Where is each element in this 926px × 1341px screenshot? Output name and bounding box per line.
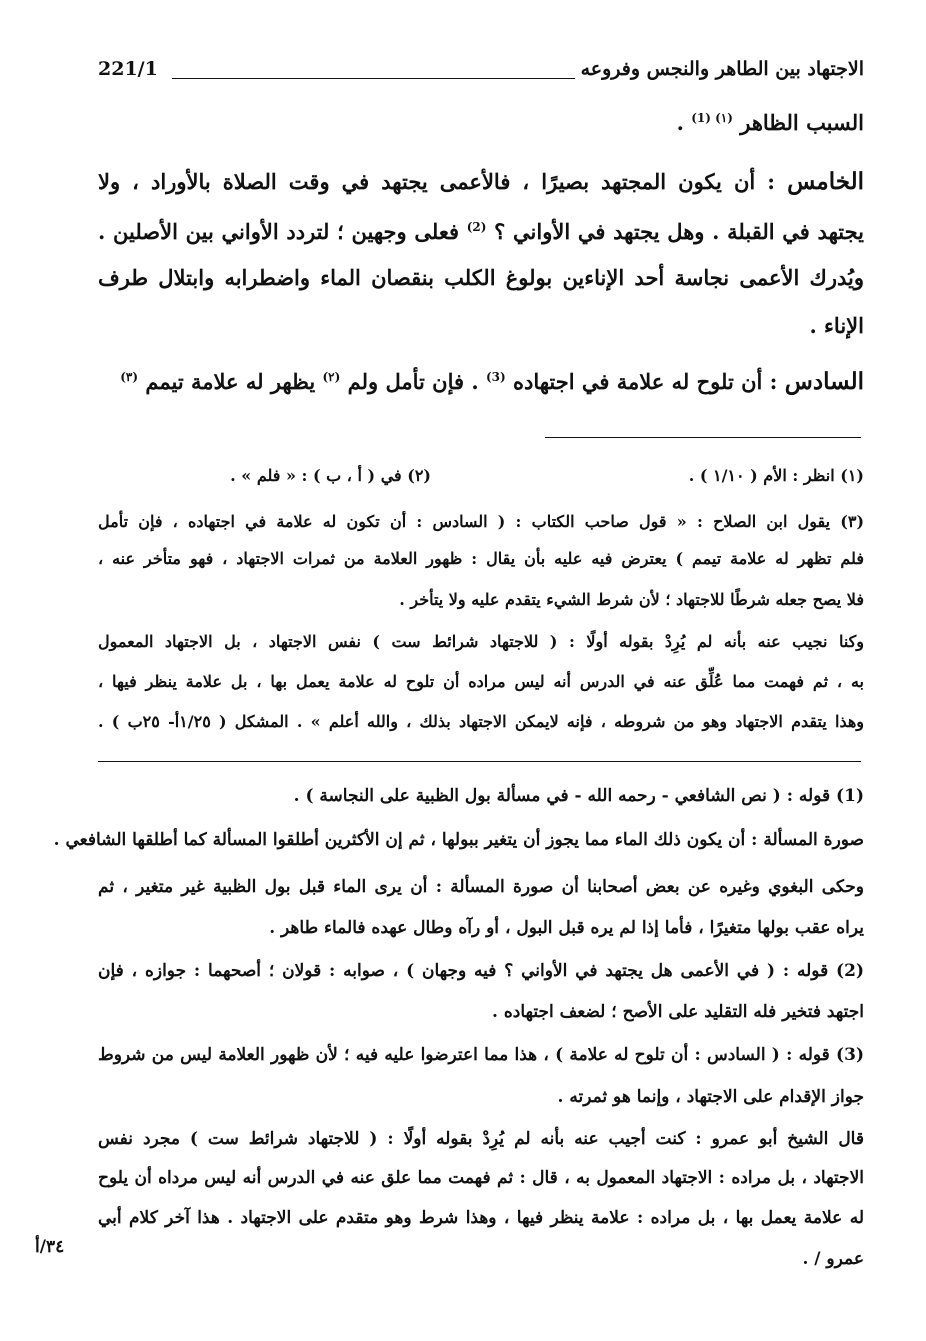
footnote-2: (٢) في ( أ ، ب ) : « فلم » . [230, 466, 431, 485]
main-text: السبب الظاهر [740, 110, 864, 135]
annotation-separator [98, 761, 861, 762]
footnote-ref: (٢) [322, 370, 341, 384]
footnote-ref: (٣) [120, 370, 139, 384]
footnote-separator [545, 437, 861, 438]
annotation-3-line: (3) قوله : ( السادس : أن تلوح له علامة ) ، هذا مما اعترضوا عليه فيه ؛ لأن ظهور العلامة ليس من شروط [98, 1045, 864, 1065]
footnote-1: (١) انظر : الأم ( ١/١٠ ) . [688, 466, 864, 485]
footnote-3-line: وكنا نجيب عنه بأنه لم يُرِدْ بقوله أولًا : ( للاجتهاد شرائط ست ) نفس الاجتهاد ، بل الاجتهاد المعمول [98, 632, 864, 651]
main-text: يجتهد في القبلة . وهل يجتهد في الأواني ؟ [494, 219, 864, 244]
main-text: يظهر له علامة تيمم [145, 369, 316, 394]
annotation-line: عمرو / . [802, 1249, 864, 1269]
annotation-2-line: اجتهد فتخير فله التقليد على الأصح ؛ لضعف اجتهاده . [492, 1002, 864, 1022]
page-reference: 221/1 [98, 58, 158, 80]
header-rule [172, 78, 575, 79]
footnote-3-line: وهذا يتقدم الاجتهاد وهو من شروطه ، فإنه لايمكن الاجتهاد بذلك ، والله أعلم » . المشكل ( ١/٢٥أ- ٢٥ب ) . [98, 712, 865, 731]
footnote-3-line: (٣) يقول ابن الصلاح : « قول صاحب الكتاب : ( السادس : أن تكون له علامة في اجتهاده ، فإن تأمل [98, 512, 865, 531]
main-text: فعلى وجهين ؛ لتردد الأواني بين الأصلين . [98, 219, 459, 244]
annotation-line: له علامة يعمل بها ، بل مراده : علامة ينظر فيها ، وهذا شرط وهو متقدم على الاجتهاد . هذا آخر كلام أبي [98, 1208, 864, 1228]
annotation-3-line: جواز الإقدام على الاجتهاد ، وإنما هو ثمرته . [557, 1087, 864, 1107]
running-header-title: الاجتهاد بين الطاهر والنجس وفروعه [580, 58, 864, 80]
annotation-line: وحكى البغوي وغيره عن بعض أصحابنا أن صورة المسألة : أن يرى الماء قبل بول الظبية غير متغير ، ثم [98, 877, 864, 897]
annotation-line: يراه عقب بولها متغيرًا ، فأما إذا لم يره قبل البول ، أو رآه وطال عهده فالماء طاهر . [269, 918, 864, 938]
annotation-line: قال الشيخ أبو عمرو : كنت أجيب عنه بأنه لم يُرِدْ بقوله أولًا : ( للاجتهاد شرائط ست ) مجرد نفس [98, 1129, 864, 1149]
section-label-fifth: الخامس [787, 168, 864, 195]
footnote-3-line: فلم تظهر له علامة تيمم ) يعترض فيه عليه بأن يقال : ظهور العلامة من ثمرات الاجتهاد ، فهو متأخر عنه ، [98, 549, 864, 568]
section-label-sixth: السادس [784, 368, 864, 395]
annotation-line: صورة المسألة : أن يكون ذلك الماء مما يجوز أن يتغير ببولها ، ثم إن الأكثرين أطلقوا المسألة كما أطلقها الشافعي . [53, 830, 864, 850]
main-text: . فإن تأمل ولم [347, 369, 479, 394]
main-line-4: ويُدرك الأعمى نجاسة أحد الإناءين بولوغ الكلب بنقصان الماء واضطرابه وابتلال طرف [98, 265, 864, 290]
annotation-1: (1) قوله : ( نص الشافعي - رحمه الله - في مسألة بول الظبية على النجاسة ) . [293, 786, 864, 806]
main-text: : أن تلوح له علامة في اجتهاده [513, 369, 778, 394]
footnote-ref: (2) [466, 220, 487, 234]
annotation-line: الاجتهاد ، بل مراده : الاجتهاد المعمول به ، قال : ثم فهمت مما علق عنه في الدرس أنه ليس مرداه أن يلوح [98, 1168, 864, 1188]
main-line-3 [98, 219, 864, 244]
main-line-1 [677, 110, 864, 135]
footnote-ref: (١) (1) [691, 111, 733, 125]
main-text: : أن يكون المجتهد بصيرًا ، فالأعمى يجتهد في وقت الصلاة بالأوراد ، ولا [98, 169, 776, 194]
annotation-2-line: (2) قوله : ( في الأعمى هل يجتهد في الأواني ؟ فيه وجهان ) ، صوابه : قولان ؛ أصحهما : جوازه ، فإن [98, 961, 864, 981]
main-text: . [676, 110, 684, 135]
main-line-2 [98, 168, 864, 195]
footnote-3-line: فلا يصح جعله شرطًا للاجتهاد ؛ لأن شرط الشيء يتقدم عليه ولا يتأخر . [399, 590, 864, 609]
footnote-ref: (3) [485, 370, 506, 384]
main-line-5: الإناء . [809, 313, 864, 338]
main-line-6 [120, 368, 864, 395]
footnote-3-line: به ، ثم فهمت مما عُلِّق عنه في الدرس أنه ليس مراده أن تلوح له علامة يعمل بها ، بل علامة ينظر فيها ، [98, 672, 865, 691]
manuscript-folio-note: ٣٤/أ [35, 1237, 65, 1257]
